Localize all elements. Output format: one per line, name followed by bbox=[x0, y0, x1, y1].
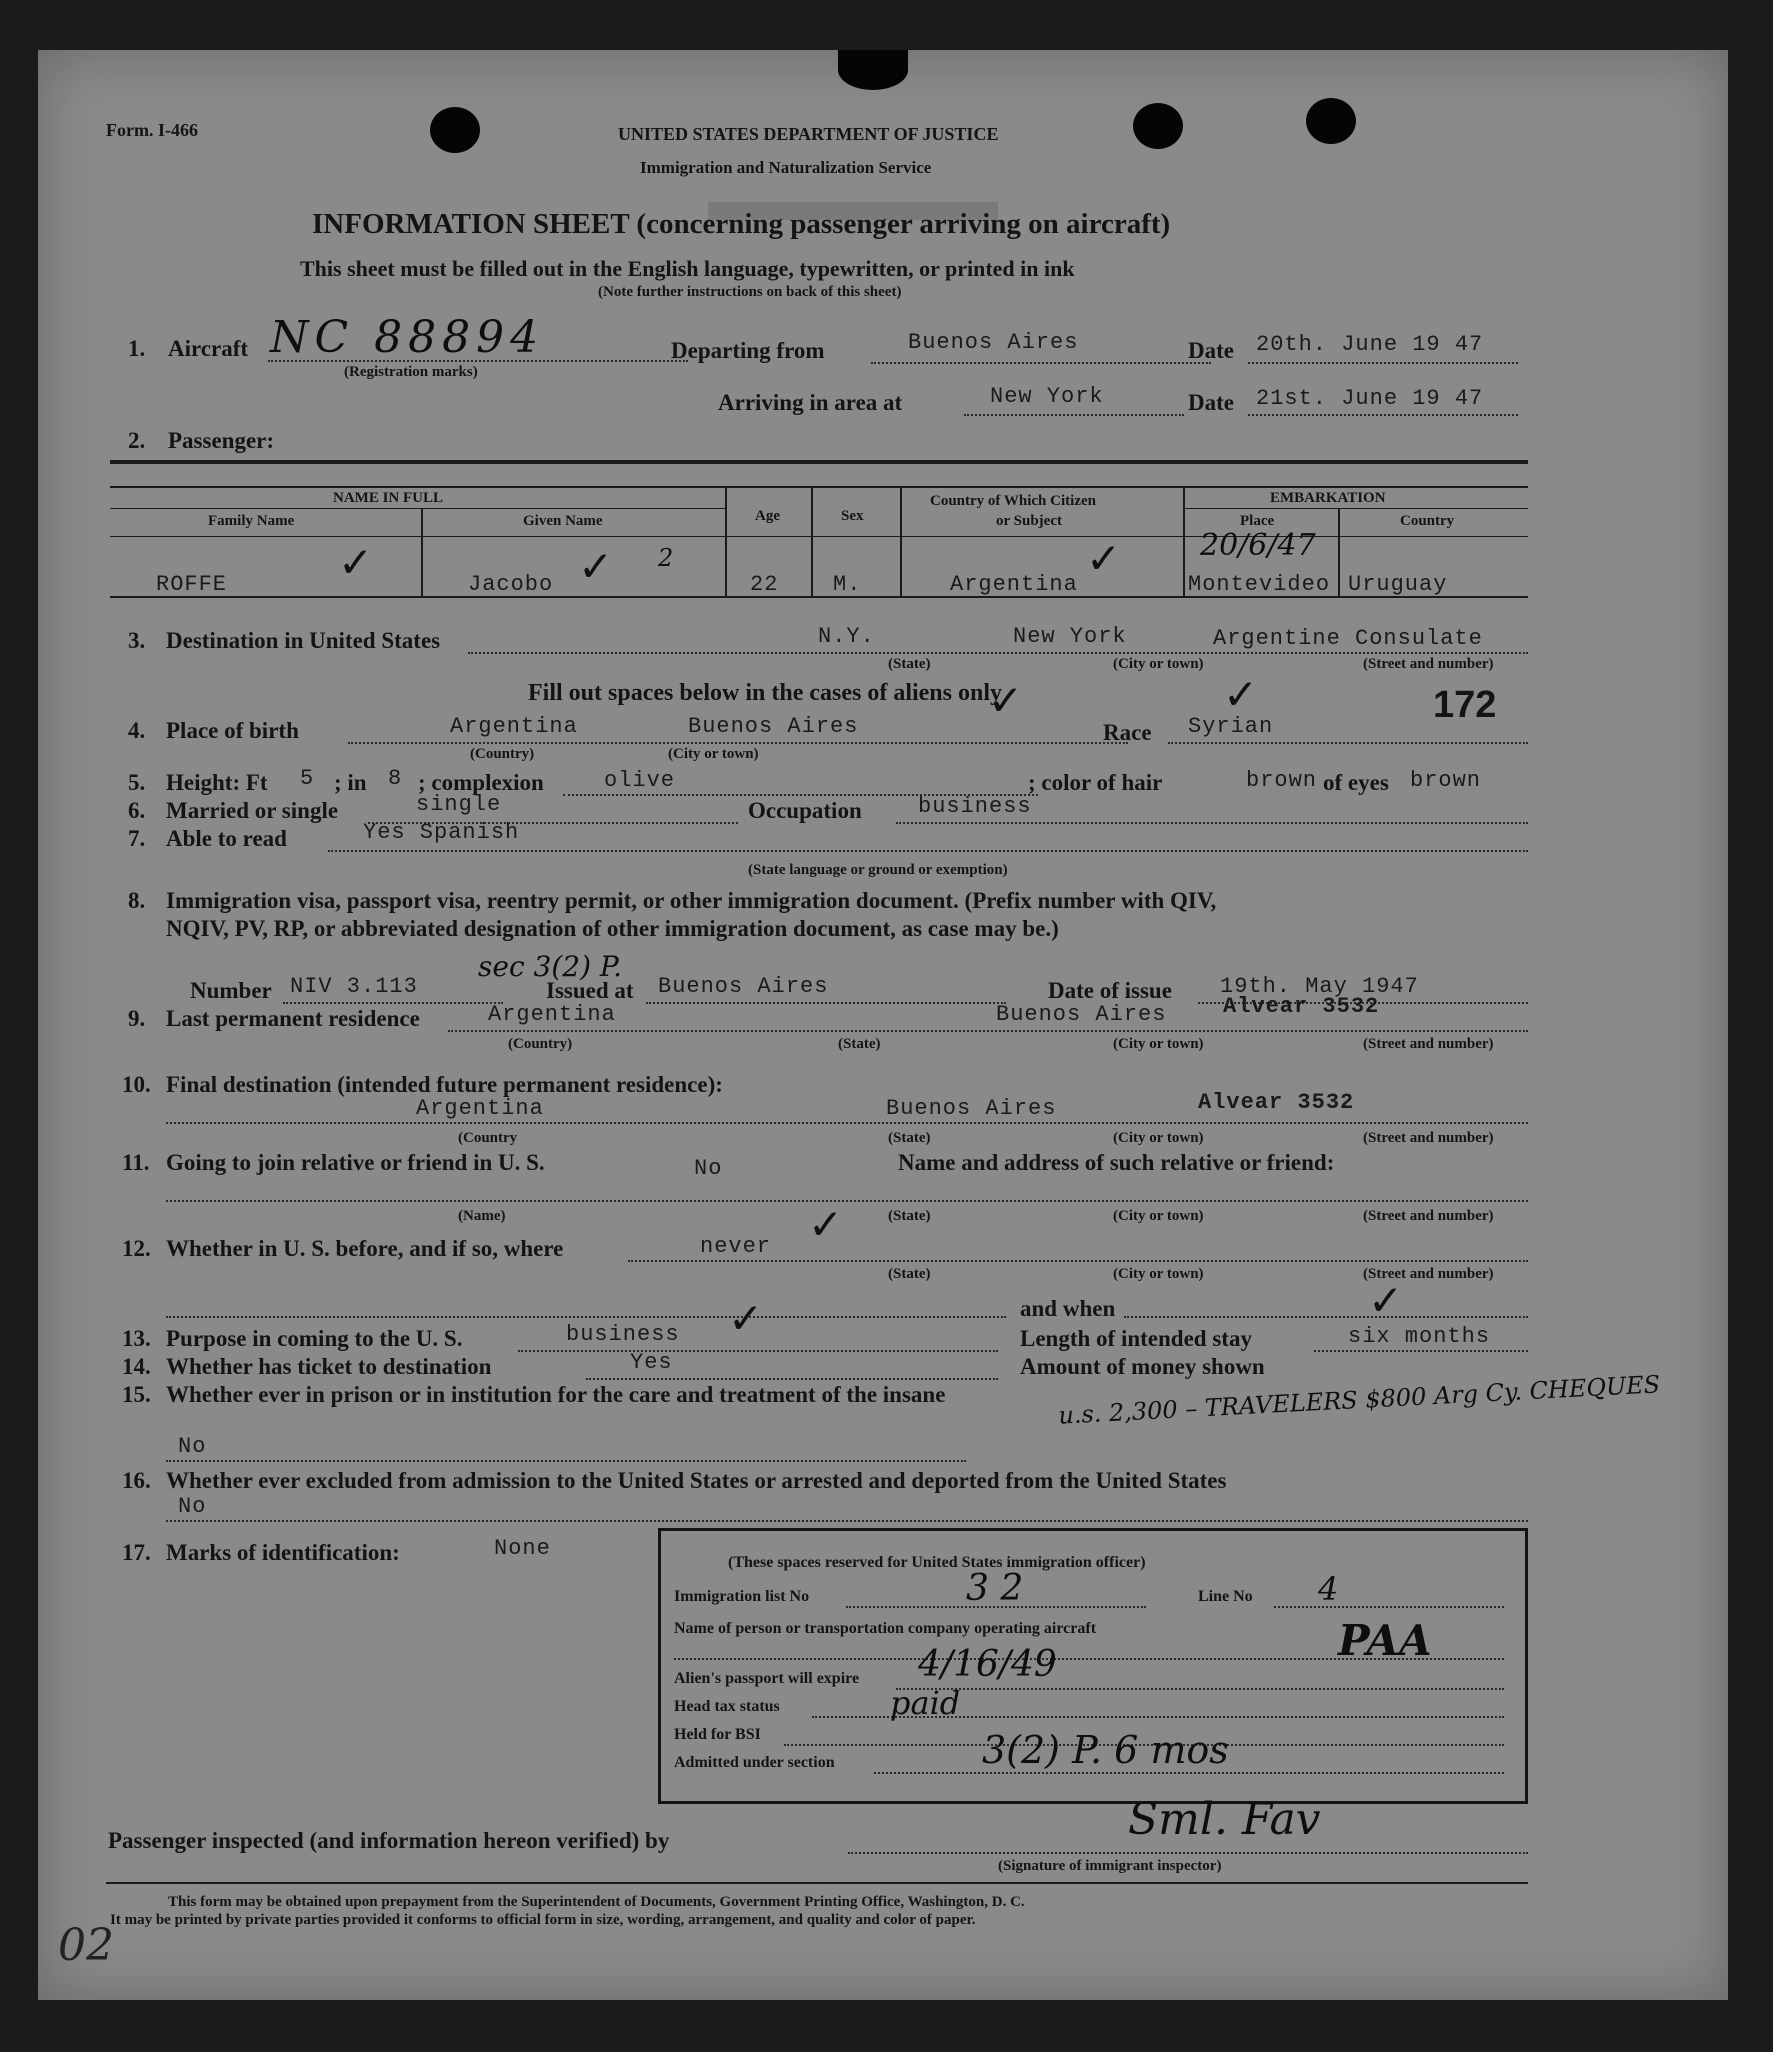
departing-label: Departing from bbox=[671, 338, 825, 363]
ticket-label: Whether has ticket to destination bbox=[166, 1354, 492, 1379]
final-destination-label: Final destination (intended future permanent residence): bbox=[166, 1072, 723, 1097]
issue-date-label: Date of issue bbox=[1048, 978, 1172, 1003]
height-ft-value: 5 bbox=[300, 766, 315, 791]
race-label: Race bbox=[1103, 720, 1152, 745]
complexion-label: ; complexion bbox=[418, 770, 544, 795]
item-number: 6. bbox=[128, 798, 146, 823]
prison-value: No bbox=[178, 1434, 207, 1459]
caption: (Name) bbox=[458, 1208, 506, 1224]
arrive-date-value: 21st. June 19 47 bbox=[1256, 386, 1484, 411]
footer-text: This form may be obtained upon prepayment from the Superintendent of Documents, Government Printing Office, Washington, D. C. bbox=[168, 1894, 1025, 1910]
relative-name-label: Name and address of such relative or friend: bbox=[898, 1150, 1335, 1175]
excluded-value: No bbox=[178, 1494, 207, 1519]
destination-label: Destination in United States bbox=[166, 628, 441, 653]
caption: (Signature of immigrant inspector) bbox=[998, 1858, 1222, 1874]
marks-value: None bbox=[494, 1536, 551, 1561]
birthplace-label: Place of birth bbox=[166, 718, 299, 743]
column-header: or Subject bbox=[996, 513, 1062, 529]
footer-rule bbox=[106, 1882, 1528, 1884]
issued-label: Issued at bbox=[546, 978, 634, 1003]
when-label: and when bbox=[1020, 1296, 1116, 1321]
headtax-value: paid bbox=[890, 1684, 961, 1722]
item-number: 2. bbox=[128, 428, 146, 453]
column-header: Country bbox=[1400, 513, 1455, 529]
item-number: 11. bbox=[122, 1150, 150, 1175]
caption: (Country bbox=[458, 1130, 518, 1146]
list-value: 3 2 bbox=[966, 1568, 1024, 1609]
column-header: Country of Which Citizen bbox=[930, 493, 1096, 509]
column-header: EMBARKATION bbox=[1270, 490, 1386, 506]
check-mark: ✓ bbox=[1368, 1276, 1404, 1325]
height-label: Height: Ft bbox=[166, 770, 268, 795]
item-number: 15. bbox=[122, 1382, 151, 1407]
passport-label: Alien's passport will expire bbox=[674, 1670, 860, 1687]
column-header: Sex bbox=[841, 508, 864, 524]
table-rule bbox=[110, 460, 1528, 464]
visa-number-label: Number bbox=[190, 978, 272, 1003]
marital-value: single bbox=[416, 792, 502, 817]
height-in-value: 8 bbox=[388, 766, 403, 791]
footer-text: It may be printed by private parties provided it conforms to official form in size, wording, arrangement, and quality and color of paper. bbox=[110, 1912, 976, 1928]
caption: (Country) bbox=[470, 746, 535, 762]
final-city-value: Buenos Aires bbox=[886, 1096, 1057, 1121]
citizen-value: Argentina bbox=[950, 572, 1078, 597]
table-rule bbox=[110, 486, 1528, 488]
date-label: Date bbox=[1188, 338, 1234, 363]
list-label: Immigration list No bbox=[674, 1588, 810, 1605]
form-title: INFORMATION SHEET (concerning passenger arriving on aircraft) bbox=[312, 208, 1171, 240]
read-label: Able to read bbox=[166, 826, 287, 851]
residence-street-value: Alvear 3532 bbox=[1223, 994, 1380, 1019]
form-number: Form. I-466 bbox=[106, 120, 198, 140]
caption: (State) bbox=[888, 1266, 931, 1282]
check-mark: ✓ bbox=[988, 676, 1024, 725]
hair-label: ; color of hair bbox=[1028, 770, 1163, 795]
purpose-label: Purpose in coming to the U. S. bbox=[166, 1326, 463, 1351]
eyes-label: of eyes bbox=[1323, 770, 1389, 795]
check-mark: ✓ bbox=[728, 1294, 764, 1343]
ticket-value: Yes bbox=[630, 1350, 673, 1375]
destination-state-value: N.Y. bbox=[818, 624, 875, 649]
column-header: NAME IN FULL bbox=[333, 490, 444, 506]
visa-text: Immigration visa, passport visa, reentry permit, or other immigration document. (Prefix number with QIV, bbox=[166, 888, 1217, 913]
item-number: 7. bbox=[128, 826, 146, 851]
item-number: 9. bbox=[128, 1006, 146, 1031]
embarkation-date-value: 20/6/47 bbox=[1200, 528, 1316, 563]
department: UNITED STATES DEPARTMENT OF JUSTICE bbox=[618, 124, 999, 144]
company-label: Name of person or transportation company operating aircraft bbox=[674, 1620, 1097, 1637]
table-rule bbox=[900, 486, 902, 596]
read-value: Yes Spanish bbox=[363, 820, 520, 845]
item-number: 13. bbox=[122, 1326, 151, 1351]
previous-us-label: Whether in U. S. before, and if so, where bbox=[166, 1236, 564, 1261]
passport-value: 4/16/49 bbox=[918, 1644, 1057, 1685]
information-sheet: Form. I-466 UNITED STATES DEPARTMENT OF JUSTICE Immigration and Naturalization Service INFORMATION SHEET (concerning passenger arriving on aircraft) This sheet must be filled out in the English language, typewritten, or printed in ink (Note further instructions on back of this sheet) 1. Aircraft NC 88894 (Registration marks) Departing from Buenos Aires Date 20th. June 19 47 Arriving in area at New York Date 21st. June 19 47 2. Passenger: NAME IN FULL Family Name Given Name Age Sex Country of Which Citizen or Subject EMBARKATION Place Country ROFFE ✓ Jacobo ✓ 2 22 M. Argentina ✓ 20/6/47 Montevideo Uruguay 3. Destination in United States N.Y. New York Argentine Consulate (State) (City or town) (Street and number) Fill out spaces below in the cases of aliens only ✓ ✓ 4. Place of birth Argentina Buenos Aires (Country) (City or town) Race Syrian 172 5. Height: Ft 5 ; in 8 ; complexion olive ; color of hair brown of eyes brown 6. Married or single single Occupation business 7. Able to read Yes Spanish (State language or ground or exemption) 8. Immigration visa, passport visa, reentry permit, or other immigration document. (Prefix number with QIV, NQIV, PV, RP, or abbreviated designation of other immigration document, as case may be.) Number NIV 3.113 sec 3(2) P. Issued at Buenos Aires Date of issue 19th. May 1947 9. Last permanent residence Argentina Buenos Aires Alvear 3532 (Country) (State) (City or town) (Street and number) 10. Final destination (intended future permanent residence): Argentina Buenos Aires Alvear 3532 (Country (State) (City or town) (Street and number) 11. Going to join relative or friend in U. S. No Name and address of such relative or friend: (Name) (State) (City or town) (Street and number) 12. Whether in U. S. before, and if so, where never ✓ (State) (City or town) (Street and number) and when ✓ 13. Purpose in coming to the U. S. business ✓ Length of intended stay six months 14. Whether has ticket to destination Yes Amount of money shown u.s. 2,300 – TRAVELERS $800 Arg Cy. CHEQUES 15. Whether ever in prison or in institution for the care and treatment of the insane No 16. Whether ever excluded from admission to the United States or arrested and deported from the United States No 17. Marks of identification: None (These spaces reserved for United States immigration officer) Immigration list No 3 2 Line No 4 Name of person or transportation company operating aircraft PAA Alien's passport will expire 4/16/49 Head tax status paid Held for BSI Admitted under section 3(2) P. 6 mos Passenger inspected (and information hereon verified) by Sml. Fav (Signature of immigrant inspector) This form may be obtained upon prepayment from the Superintendent of Documents, Government Printing Office, Washington, D. C. It may be printed by private parties provided it conforms to official form in size, wording, arrangement, and quality and color of paper. 02 bbox=[38, 50, 1728, 2000]
aliens-heading: Fill out spaces below in the cases of aliens only bbox=[528, 680, 1003, 706]
residence-city-value: Buenos Aires bbox=[996, 1002, 1167, 1027]
caption: (Street and number) bbox=[1363, 1266, 1494, 1282]
caption: (Street and number) bbox=[1363, 1036, 1494, 1052]
table-rule bbox=[1183, 508, 1528, 509]
item-number: 1. bbox=[128, 336, 146, 361]
table-rule bbox=[811, 486, 813, 596]
item-number: 10. bbox=[122, 1072, 151, 1097]
occupation-value: business bbox=[918, 794, 1032, 819]
date-label: Date bbox=[1188, 390, 1234, 415]
item-number: 5. bbox=[128, 770, 146, 795]
purpose-value: business bbox=[566, 1322, 680, 1347]
caption: (City or town) bbox=[1113, 656, 1204, 672]
item-number: 8. bbox=[128, 888, 146, 913]
complexion-value: olive bbox=[604, 768, 676, 793]
caption: (State) bbox=[838, 1036, 881, 1052]
company-value: PAA bbox=[1338, 1616, 1432, 1665]
join-relative-label: Going to join relative or friend in U. S. bbox=[166, 1150, 545, 1175]
aircraft-label: Aircraft bbox=[168, 336, 249, 361]
admitted-value: 3(2) P. 6 mos bbox=[982, 1728, 1229, 1772]
embarkation-place-value: Montevideo bbox=[1188, 572, 1331, 597]
stamp-number: 172 bbox=[1433, 684, 1497, 726]
marks-label: Marks of identification: bbox=[166, 1540, 400, 1565]
corner-mark: 02 bbox=[58, 1920, 114, 1971]
table-rule bbox=[421, 508, 423, 596]
check-mark: ✓ bbox=[1086, 534, 1122, 583]
residence-label: Last permanent residence bbox=[166, 1006, 420, 1031]
officer-box-title: (These spaces reserved for United States immigration officer) bbox=[728, 1554, 1146, 1571]
embarkation-country-value: Uruguay bbox=[1348, 572, 1448, 597]
prison-label: Whether ever in prison or in institution for the care and treatment of the insane bbox=[166, 1382, 946, 1407]
previous-us-value: never bbox=[700, 1234, 772, 1259]
given-name-value: Jacobo bbox=[468, 572, 554, 597]
final-street-value: Alvear 3532 bbox=[1198, 1090, 1355, 1115]
height-in-label: ; in bbox=[334, 770, 367, 795]
item-number: 16. bbox=[122, 1468, 151, 1493]
hair-value: brown bbox=[1246, 768, 1318, 793]
caption: (State) bbox=[888, 656, 931, 672]
caption: (City or town) bbox=[1113, 1266, 1204, 1282]
stay-label: Length of intended stay bbox=[1020, 1326, 1252, 1351]
caption: (Street and number) bbox=[1363, 656, 1494, 672]
inspected-label: Passenger inspected (and information hereon verified) by bbox=[108, 1828, 670, 1853]
caption: (Country) bbox=[508, 1036, 573, 1052]
visa-number-annotation: sec 3(2) P. bbox=[478, 950, 622, 983]
check-mark: ✓ bbox=[578, 542, 614, 591]
caption: (State) bbox=[888, 1208, 931, 1224]
table-rule bbox=[1183, 486, 1185, 596]
punch-hole bbox=[430, 107, 480, 153]
check-mark: ✓ bbox=[338, 538, 374, 587]
marital-label: Married or single bbox=[166, 798, 339, 823]
caption: (Registration marks) bbox=[344, 364, 478, 380]
departing-value: Buenos Aires bbox=[908, 330, 1079, 355]
visa-number-value: NIV 3.113 bbox=[290, 974, 418, 999]
item-number: 3. bbox=[128, 628, 146, 653]
caption: (City or town) bbox=[1113, 1036, 1204, 1052]
join-relative-value: No bbox=[694, 1156, 723, 1181]
birth-city-value: Buenos Aires bbox=[688, 714, 859, 739]
column-header: Place bbox=[1240, 513, 1275, 529]
headtax-label: Head tax status bbox=[674, 1698, 780, 1715]
race-value: Syrian bbox=[1188, 714, 1274, 739]
destination-street-value: Argentine Consulate bbox=[1213, 626, 1483, 651]
caption: (State) bbox=[888, 1130, 931, 1146]
caption: (Street and number) bbox=[1363, 1130, 1494, 1146]
torn-corner bbox=[838, 50, 908, 90]
inspector-signature: Sml. Fav bbox=[1128, 1794, 1321, 1845]
table-rule bbox=[110, 508, 725, 509]
passenger-label: Passenger: bbox=[168, 428, 275, 453]
occupation-label: Occupation bbox=[748, 798, 862, 823]
eyes-value: brown bbox=[1410, 768, 1482, 793]
service: Immigration and Naturalization Service bbox=[640, 158, 932, 177]
destination-city-value: New York bbox=[1013, 624, 1127, 649]
caption: (State language or ground or exemption) bbox=[748, 862, 1008, 878]
age-value: 22 bbox=[750, 572, 779, 597]
money-label: Amount of money shown bbox=[1020, 1354, 1265, 1379]
residence-country-value: Argentina bbox=[488, 1002, 616, 1027]
line-label: Line No bbox=[1198, 1588, 1253, 1605]
depart-date-value: 20th. June 19 47 bbox=[1256, 332, 1484, 357]
arriving-value: New York bbox=[990, 384, 1104, 409]
caption: (City or town) bbox=[668, 746, 759, 762]
arriving-label: Arriving in area at bbox=[718, 390, 903, 415]
caption: (City or town) bbox=[1113, 1130, 1204, 1146]
caption: (City or town) bbox=[1113, 1208, 1204, 1224]
column-header: Family Name bbox=[208, 513, 295, 529]
birth-country-value: Argentina bbox=[450, 714, 578, 739]
check-mark: ✓ bbox=[1223, 670, 1259, 719]
bsi-label: Held for BSI bbox=[674, 1726, 761, 1743]
caption: (Street and number) bbox=[1363, 1208, 1494, 1224]
stay-value: six months bbox=[1348, 1324, 1491, 1349]
punch-hole bbox=[1133, 103, 1183, 149]
item-number: 4. bbox=[128, 718, 146, 743]
column-header: Given Name bbox=[523, 513, 603, 529]
item-number: 17. bbox=[122, 1540, 151, 1565]
money-value: u.s. 2,300 – TRAVELERS $800 Arg Cy. CHEQUES bbox=[1057, 1370, 1661, 1430]
excluded-label: Whether ever excluded from admission to the United States or arrested and deported from the United States bbox=[166, 1468, 1227, 1493]
item-number: 12. bbox=[122, 1236, 151, 1261]
issue-date-value: 19th. May 1947 bbox=[1220, 974, 1419, 999]
table-rule bbox=[725, 486, 727, 596]
line-value: 4 bbox=[1318, 1570, 1339, 1608]
item-number: 14. bbox=[122, 1354, 151, 1379]
check-mark: ✓ bbox=[808, 1200, 844, 1249]
visa-text: NQIV, PV, RP, or abbreviated designation of other immigration document, as case may be.) bbox=[166, 916, 1059, 941]
family-name-value: ROFFE bbox=[156, 572, 228, 597]
punch-hole bbox=[1306, 98, 1356, 144]
column-header: Age bbox=[755, 508, 780, 524]
form-note: (Note further instructions on back of this sheet) bbox=[598, 284, 902, 300]
issued-value: Buenos Aires bbox=[658, 974, 829, 999]
table-rule bbox=[1338, 508, 1340, 596]
aircraft-value: NC 88894 bbox=[270, 312, 545, 363]
sex-value: M. bbox=[833, 572, 862, 597]
final-country-value: Argentina bbox=[416, 1096, 544, 1121]
admitted-label: Admitted under section bbox=[674, 1754, 835, 1771]
form-subtitle: This sheet must be filled out in the English language, typewritten, or printed in ink bbox=[300, 256, 1075, 281]
